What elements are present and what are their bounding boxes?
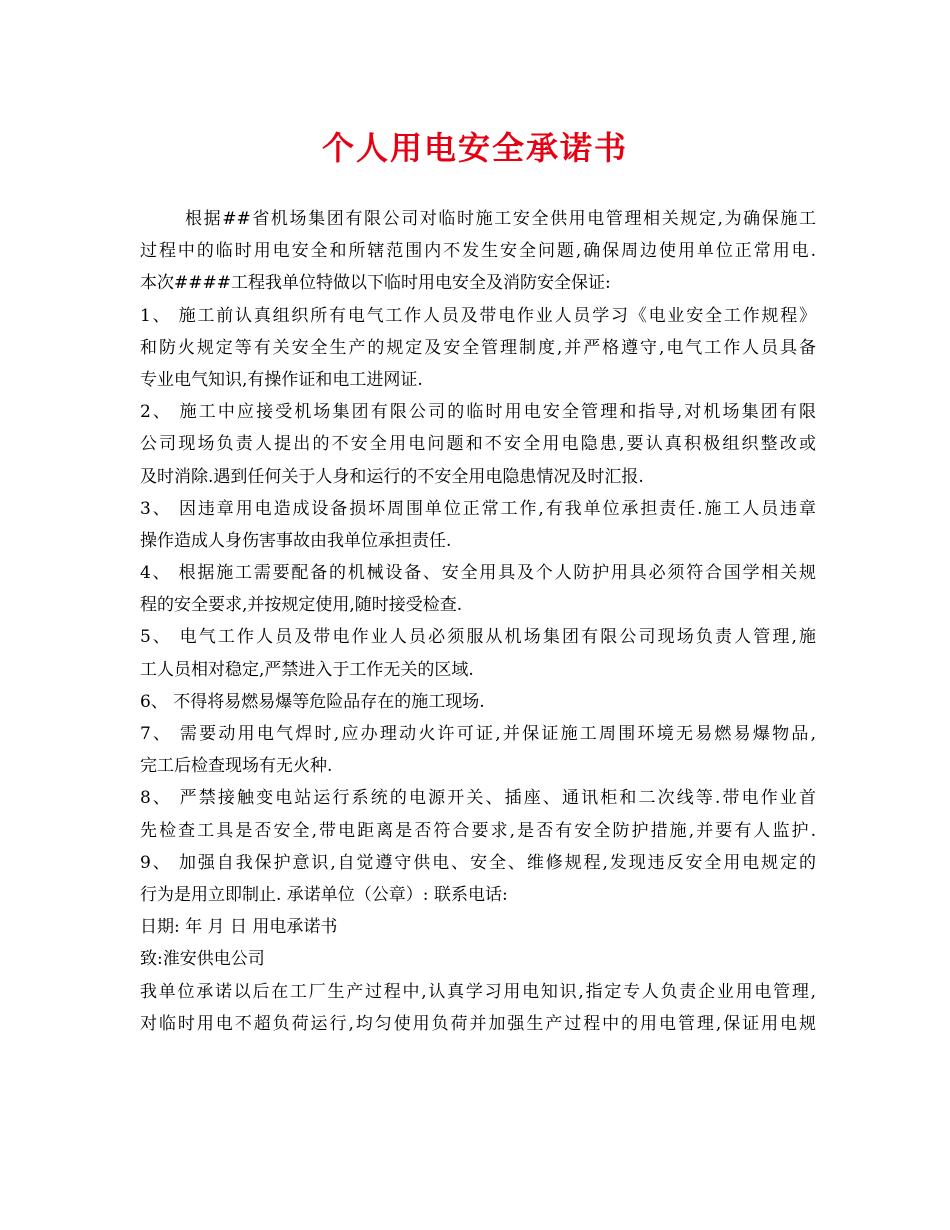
body-text-line: 3、 因违章用电造成设备损坏周围单位正常工作,有我单位承担责任.施工人员违章 bbox=[140, 498, 816, 519]
body-text-line: 过程中的临时用电安全和所辖范围内不发生安全问题,确保周边使用单位正常用电. bbox=[140, 241, 816, 262]
body-text-line: 我单位承诺以后在工厂生产过程中,认真学习用电知识,指定专人负责企业用电管理, bbox=[140, 981, 816, 1002]
body-text-line: 9、 加强自我保护意识,自觉遵守供电、安全、维修规程,发现违反安全用电规定的 bbox=[140, 852, 816, 873]
body-text-line: 和防火规定等有关安全生产的规定及安全管理制度,并严格遵守,电气工作人员具备 bbox=[140, 337, 816, 358]
body-text-line: 5、 电气工作人员及带电作业人员必须服从机场集团有限公司现场负责人管理,施 bbox=[140, 627, 816, 648]
body-text-line: 完工后检查现场有无火种. bbox=[140, 756, 333, 777]
body-text-line: 根据##省机场集团有限公司对临时施工安全供用电管理相关规定,为确保施工 bbox=[185, 209, 816, 229]
body-text-line: 1、 施工前认真组织所有电气工作人员及带电作业人员学习《电业安全工作规程》 bbox=[140, 305, 816, 326]
body-text-line: 公司现场负责人提出的不安全用电问题和不安全用电隐患,要认真积极组织整改或 bbox=[140, 434, 816, 455]
body-text-line: 专业电气知识,有操作证和电工进网证. bbox=[140, 369, 423, 390]
body-text-line: 4、 根据施工需要配备的机械设备、安全用具及个人防护用具必须符合国学相关规 bbox=[140, 563, 816, 584]
body-text-line: 程的安全要求,并按规定使用,随时接受检查. bbox=[140, 595, 463, 616]
body-text-line: 6、 不得将易燃易爆等危险品存在的施工现场. bbox=[140, 691, 485, 712]
body-text-line: 日期: 年 月 日 用电承诺书 bbox=[140, 917, 338, 938]
body-text-line: 工人员相对稳定,严禁进入于工作无关的区域. bbox=[140, 659, 474, 680]
body-text-line: 操作造成人身伤害事故由我单位承担责任. bbox=[140, 530, 452, 551]
body-text-line: 2、 施工中应接受机场集团有限公司的临时用电安全管理和指导,对机场集团有限 bbox=[140, 402, 816, 423]
body-text-line: 行为是用立即制止. 承诺单位（公章）: 联系电话: bbox=[140, 884, 508, 905]
document-title: 个人用电安全承诺书 bbox=[321, 129, 628, 167]
body-text-line: 7、 需要动用电气焊时,应办理动火许可证,并保证施工周围环境无易燃易爆物品, bbox=[140, 724, 816, 744]
body-text-line: 先检查工具是否安全,带电距离是否符合要求,是否有安全防护措施,并要有人监护. bbox=[140, 820, 816, 841]
body-text-line: 致:淮安供电公司 bbox=[140, 949, 265, 970]
body-text-line: 对临时用电不超负荷运行,均匀使用负荷并加强生产过程中的用电管理,保证用电规 bbox=[140, 1013, 816, 1034]
document-body bbox=[140, 203, 816, 1040]
body-text-line: 8、 严禁接触变电站运行系统的电源开关、插座、通讯柜和二次线等.带电作业首 bbox=[140, 788, 816, 809]
body-text-line: 及时消除.遇到任何关于人身和运行的不安全用电隐患情况及时汇报. bbox=[140, 466, 644, 487]
body-text-line: 本次####工程我单位特做以下临时用电安全及消防安全保证: bbox=[140, 273, 611, 294]
